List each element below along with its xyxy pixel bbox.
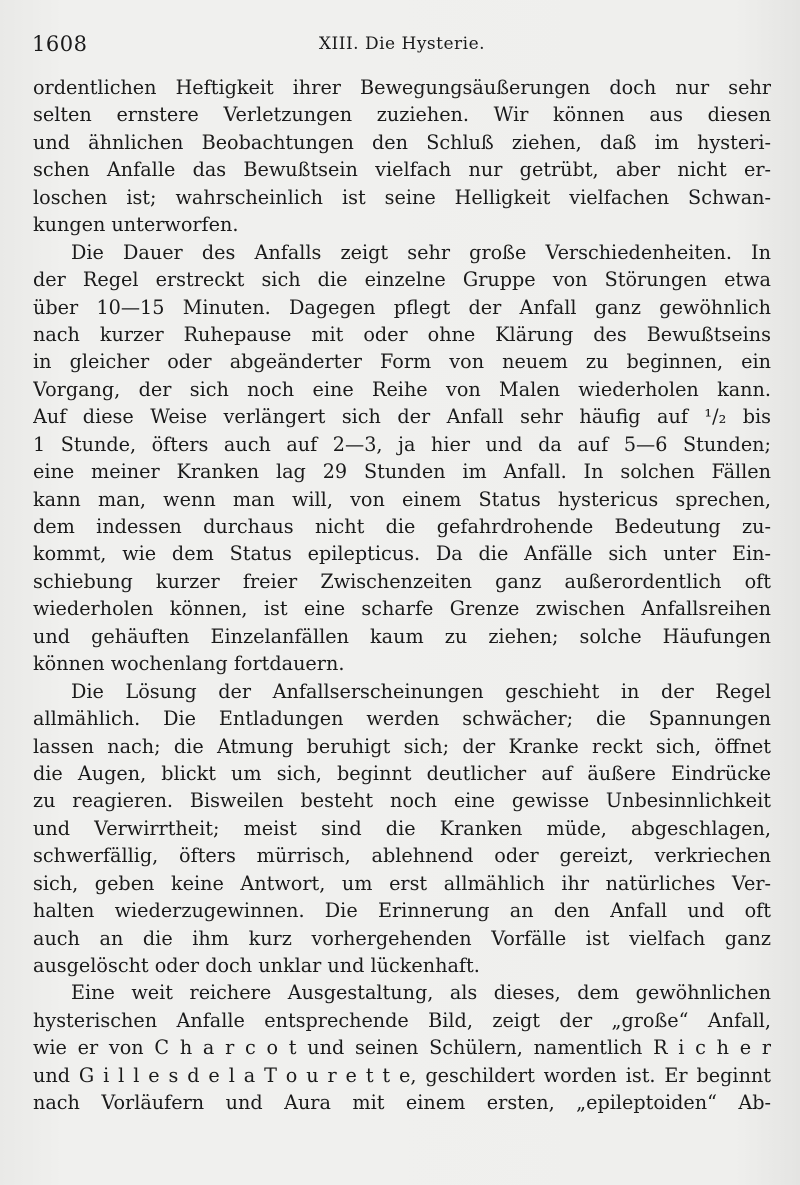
text-line: halten wiederzugewinnen. Die Erinnerung an den Anfall und oft xyxy=(33,899,771,923)
text-line: Die Lösung der Anfallserscheinungen geschieht in der Regel xyxy=(71,679,771,703)
text-line: selten ernstere Verletzungen zuziehen. Wir können aus diesen xyxy=(33,103,771,127)
text-line: zu reagieren. Bisweilen besteht noch eine gewisse Unbesinnlichkeit xyxy=(33,789,771,813)
text-line: ordentlichen Heftigkeit ihrer Bewegungsäußerungen doch nur sehr xyxy=(33,76,771,99)
text-line: eine meiner Kranken lag 29 Stunden im Anfall. In solchen Fällen xyxy=(33,460,771,484)
text-line: und Verwirrtheit; meist sind die Kranken müde, abgeschlagen, xyxy=(33,816,771,840)
text-line: sich, geben keine Antwort, um erst allmählich ihr natürliches Ver- xyxy=(33,871,771,895)
running-head: XIII. Die Hysterie. xyxy=(318,34,486,54)
text-line: in gleicher oder abgeänderter Form von neuem zu beginnen, ein xyxy=(33,350,771,374)
text-line: schwerfällig, öfters mürrisch, ablehnend oder gereizt, verkriechen xyxy=(33,844,771,868)
text-line: hysterischen Anfalle entsprechende Bild, zeigt der „große“ Anfall, xyxy=(33,1008,771,1032)
text-line: Eine weit reichere Ausgestaltung, als dieses, dem gewöhnlichen xyxy=(71,981,771,1005)
text-line: schen Anfalle das Bewußtsein vielfach nur getrübt, aber nicht er- xyxy=(33,158,771,182)
text-line: wiederholen können, ist eine scharfe Grenze zwischen Anfallsreihen xyxy=(33,597,771,621)
text-line: loschen ist; wahrscheinlich ist seine Helligkeit vielfachen Schwan- xyxy=(33,185,771,209)
text-line: auch an die ihm kurz vorhergehenden Vorfälle ist vielfach ganz xyxy=(33,926,771,950)
text-line: und G i l l e s d e l a T o u r e t t e, geschildert worden ist. Er beginnt xyxy=(33,1063,771,1087)
text-line: 1 Stunde, öfters auch auf 2—3, ja hier und da auf 5—6 Stunden; xyxy=(33,432,771,456)
page-bottom-margin xyxy=(0,1160,800,1185)
text-line: dem indessen durchaus nicht die gefahrdrohende Bedeutung zu- xyxy=(33,515,771,538)
text-line: Die Dauer des Anfalls zeigt sehr große Verschiedenheiten. In xyxy=(71,240,771,264)
text-line: der Regel erstreckt sich die einzelne Gruppe von Störungen etwa xyxy=(33,268,771,292)
text-line: können wochenlang fortdauern. xyxy=(33,652,345,676)
text-line: schiebung kurzer freier Zwischenzeiten ganz außerordentlich oft xyxy=(33,569,771,593)
text-line: wie er von C h a r c o t und seinen Schülern, namentlich R i c h e r xyxy=(33,1036,771,1060)
text-line: kann man, wenn man will, von einem Status hystericus sprechen, xyxy=(33,487,771,511)
page-header xyxy=(32,32,772,58)
text-line: allmählich. Die Entladungen werden schwächer; die Spannungen xyxy=(33,707,771,731)
text-line: ausgelöscht oder doch unklar und lückenhaft. xyxy=(33,954,480,977)
text-line: die Augen, blickt um sich, beginnt deutlicher auf äußere Eindrücke xyxy=(33,761,771,785)
page-number: 1608 xyxy=(32,32,88,56)
text-line: Vorgang, der sich noch eine Reihe von Malen wiederholen kann. xyxy=(33,377,771,401)
text-line: lassen nach; die Atmung beruhigt sich; der Kranke reckt sich, öffnet xyxy=(33,734,771,758)
text-line: und ähnlichen Beobachtungen den Schluß ziehen, daß im hysteri- xyxy=(33,130,771,154)
body-text xyxy=(33,74,771,1117)
text-line: und gehäuften Einzelanfällen kaum zu ziehen; solche Häufungen xyxy=(33,624,771,648)
text-line: über 10—15 Minuten. Dagegen pflegt der Anfall ganz gewöhnlich xyxy=(33,295,771,319)
text-line: nach Vorläufern und Aura mit einem ersten, „epileptoiden“ Ab- xyxy=(33,1091,771,1115)
text-line: nach kurzer Ruhepause mit oder ohne Klärung des Bewußtseins xyxy=(33,322,771,346)
text-line: kommt, wie dem Status epilepticus. Da die Anfälle sich unter Ein- xyxy=(33,542,771,566)
text-line: kungen unterworfen. xyxy=(33,213,239,237)
text-line: Auf diese Weise verlängert sich der Anfall sehr häufig auf ¹/₂ bis xyxy=(33,405,771,429)
